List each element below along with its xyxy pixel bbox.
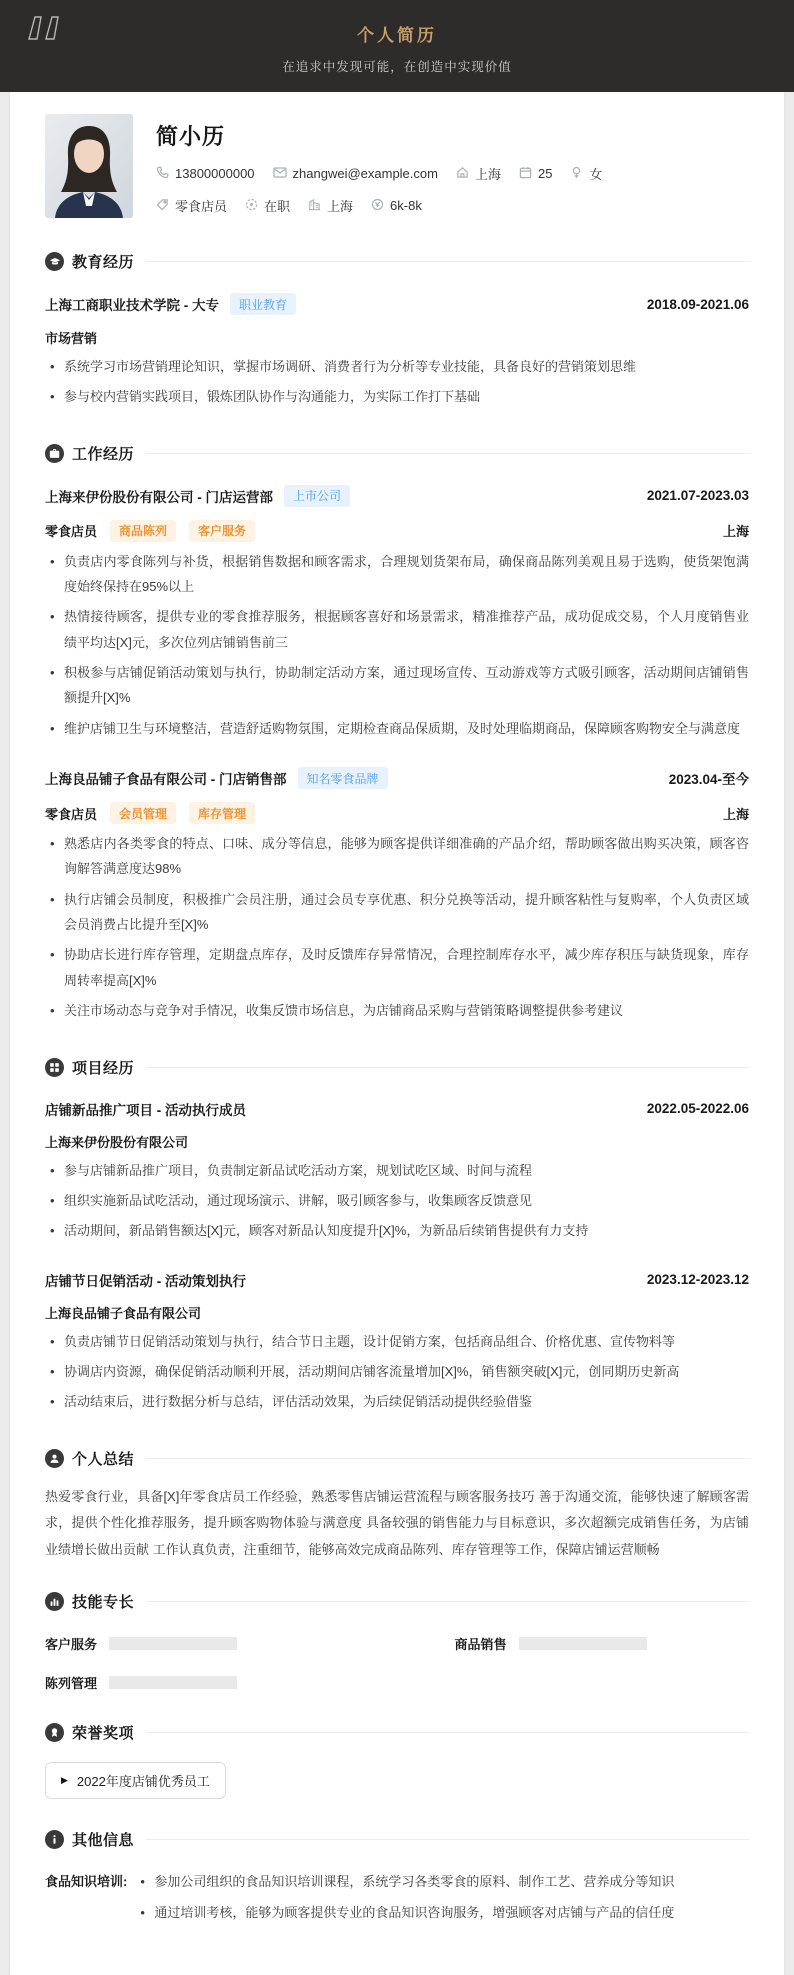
mail-icon <box>273 166 287 182</box>
location-value: 上海 <box>474 167 501 182</box>
section-divider <box>146 1732 749 1733</box>
other-row <box>45 1864 749 1925</box>
work-title: 工作经历 <box>72 445 135 463</box>
project-date: 2022.05-2022.06 <box>646 1101 749 1116</box>
skill-name: 陈列管理 <box>45 1676 98 1692</box>
work-entry-2 <box>45 767 749 1023</box>
bullet-item: • 活动期间，新品销售额达[X]元，顾客对新品认知度提升[X]%，为新品后续销售提供有力支持 <box>45 1218 749 1243</box>
award-icon <box>45 1723 64 1742</box>
bullet-item: • 关注市场动态与竞争对手情况，收集反馈市场信息，为店铺商品采购与营销策略调整提供参考建议 <box>45 998 749 1023</box>
page-title: 个人简历 <box>357 26 437 45</box>
email-item <box>273 166 438 182</box>
project-grid-icon <box>45 1058 64 1077</box>
skills-header <box>45 1591 749 1612</box>
bullet-item: • 参加公司组织的食品知识培训课程，系统学习各类零食的原料、制作工艺、营养成分等知识 <box>135 1869 749 1894</box>
work-bullets <box>45 831 749 1023</box>
work-header <box>45 443 749 464</box>
briefcase-icon <box>45 444 64 463</box>
city-item <box>308 196 353 215</box>
phone-icon <box>156 166 169 182</box>
school-tag: 职业教育 <box>230 293 296 315</box>
skill-tag: 商品陈列 <box>110 520 176 542</box>
bullet-item: • 协助店长进行库存管理，定期盘点库存，及时反馈库存异常情况，合理控制库存水平，减少库存积压与缺货现象，库存周转率提高[X]% <box>45 942 749 993</box>
phone-value: 13800000000 <box>175 166 255 181</box>
work-date: 2021.07-2023.03 <box>646 488 749 504</box>
person-icon <box>45 1449 64 1468</box>
skill-item <box>45 1673 340 1692</box>
work-location: 上海 <box>722 524 749 540</box>
projects-header <box>45 1057 749 1078</box>
work-bullets <box>45 549 749 741</box>
skill-name: 客户服务 <box>45 1637 98 1653</box>
resume-card <box>10 92 784 1975</box>
project-company: 上海良品铺子食品有限公司 <box>45 1305 202 1321</box>
bullet-item: • 参与校内营销实践项目，锻炼团队协作与沟通能力，为实际工作打下基础 <box>45 384 749 409</box>
project-bullets <box>45 1329 749 1415</box>
expand-arrow-icon: ▶ <box>61 1775 68 1786</box>
skill-bar <box>519 1637 647 1650</box>
other-header <box>45 1829 749 1850</box>
candidate-name: 简小历 <box>156 124 226 149</box>
contact-row-2 <box>156 196 613 215</box>
city-value: 上海 <box>327 199 354 214</box>
skill-tag: 库存管理 <box>189 802 255 824</box>
skill-bar <box>109 1637 237 1650</box>
summary-text: 热爱零食行业，具备[X]年零食店员工作经验，熟悉零售店铺运营流程与顾客服务技巧 善于沟通交流，能够快速了解顾客需求，提供个性化推荐服务，提升顾客购物体验与满意度 具备较强的销售能力与目标意识，多次超额完成销售任务，为店铺业绩增长做出贡献 工作认真负责，注重细节，能够高效完成商品陈列、库存管理等工作，保障店铺运营顺畅 <box>45 1488 749 1557</box>
salary-value: 6k-8k <box>390 198 422 213</box>
education-date: 2018.09-2021.06 <box>646 296 749 312</box>
bullet-item: • 组织实施新品试吃活动，通过现场演示、讲解，吸引顾客参与，收集顾客反馈意见 <box>45 1188 749 1213</box>
job-item <box>156 196 227 215</box>
city-icon <box>308 198 321 214</box>
skill-item <box>45 1634 340 1653</box>
bar-chart-icon <box>45 1592 64 1611</box>
skills-grid <box>45 1634 749 1692</box>
school-name: 上海工商职业技术学院 - 大专 <box>45 298 219 313</box>
section-summary <box>45 1448 749 1564</box>
home-icon <box>456 166 469 182</box>
job-icon <box>156 198 169 214</box>
age-item <box>519 166 552 182</box>
projects-title: 项目经历 <box>72 1059 135 1077</box>
honors-title: 荣誉奖项 <box>72 1725 135 1743</box>
role-name: 零食店员 <box>45 806 98 822</box>
project-entry-2 <box>45 1270 749 1415</box>
section-divider <box>146 453 749 454</box>
profile-info <box>156 114 613 218</box>
age-icon <box>519 166 532 182</box>
section-divider <box>146 261 749 262</box>
skill-bar <box>109 1676 237 1689</box>
section-divider <box>146 1458 749 1459</box>
section-skills <box>45 1591 749 1692</box>
section-work <box>45 443 749 1024</box>
bullet-item: • 协调店内资源，确保促销活动顺利开展，活动期间店铺客流量增加[X]%，销售额突破[X]元，创同期历史新高 <box>45 1359 749 1384</box>
skill-tag: 会员管理 <box>110 802 176 824</box>
gender-value: 女 <box>589 167 603 182</box>
salary-item <box>371 198 422 214</box>
project-name: 店铺新品推广项目 - 活动执行成员 <box>45 1102 246 1118</box>
honor-item-button[interactable] <box>45 1762 226 1799</box>
project-name: 店铺节日促销活动 - 活动策划执行 <box>45 1273 246 1289</box>
major-name: 市场营销 <box>45 331 98 346</box>
project-entry-1 <box>45 1099 749 1244</box>
education-header <box>45 251 749 272</box>
project-date: 2023.12-2023.12 <box>646 1272 749 1288</box>
section-other <box>45 1829 749 1925</box>
work-entry-1 <box>45 485 749 741</box>
status-item <box>245 196 290 215</box>
section-projects <box>45 1057 749 1415</box>
job-value: 零食店员 <box>175 199 228 214</box>
bullet-item: • 热情接待顾客，提供专业的零食推荐服务，根据顾客喜好和场景需求，精准推荐产品，成功促成交易，个人月度销售业绩平均达[X]元，多次位列店铺销售前三 <box>45 604 749 655</box>
company-name: 上海良品铺子食品有限公司 - 门店销售部 <box>45 772 287 788</box>
email-value: zhangwei@example.com <box>292 166 438 181</box>
project-bullets <box>45 1158 749 1244</box>
role-name: 零食店员 <box>45 524 98 540</box>
skills-title: 技能专长 <box>72 1594 135 1612</box>
skill-item <box>455 1634 750 1653</box>
company-name: 上海来伊份股份有限公司 - 门店运营部 <box>45 489 273 505</box>
bullet-item: • 活动结束后，进行数据分析与总结，评估活动效果，为后续促销活动提供经验借鉴 <box>45 1389 749 1414</box>
honors-header <box>45 1722 749 1743</box>
status-value: 在职 <box>264 199 291 214</box>
gender-icon <box>570 166 583 182</box>
age-value: 25 <box>537 166 553 181</box>
bullet-item: • 维护店铺卫生与环境整洁，营造舒适购物氛围，定期检查商品保质期，及时处理临期商品，保障顾客购物安全与满意度 <box>45 716 749 741</box>
summary-header <box>45 1448 749 1469</box>
bullet-item: • 积极参与店铺促销活动策划与执行，协助制定活动方案，通过现场宣传、互动游戏等方式吸引顾客，活动期间店铺销售额提升[X]% <box>45 660 749 711</box>
work-location: 上海 <box>722 806 749 822</box>
hero-header <box>0 0 794 92</box>
profile-photo <box>45 114 133 218</box>
summary-title: 个人总结 <box>72 1450 135 1468</box>
skill-name: 商品销售 <box>454 1637 507 1653</box>
bullet-item: • 系统学习市场营销理论知识，掌握市场调研、消费者行为分析等专业技能，具备良好的营销策划思维 <box>45 354 749 379</box>
quote-icon <box>26 13 64 48</box>
gender-item <box>570 164 602 183</box>
section-honors <box>45 1722 749 1799</box>
education-entry <box>45 293 749 410</box>
education-bullets <box>45 354 749 410</box>
location-item <box>456 164 501 183</box>
status-icon <box>245 198 258 214</box>
bullet-item: • 执行店铺会员制度，积极推广会员注册，通过会员专享优惠、积分兑换等活动，提升顾客粘性与复购率，个人负责区域会员消费占比提升至[X]% <box>45 887 749 938</box>
salary-icon <box>371 198 384 214</box>
other-title: 其他信息 <box>72 1832 135 1850</box>
bullet-item: • 负责店铺节日促销活动策划与执行，结合节日主题，设计促销方案，包括商品组合、价格优惠、宣传物料等 <box>45 1329 749 1354</box>
page-subtitle: 在追求中发现可能，在创造中实现价值 <box>282 60 512 74</box>
work-date: 2023.04-至今 <box>668 772 749 788</box>
company-tag: 知名零食品牌 <box>298 767 388 789</box>
bullet-item: • 通过培训考核，能够为顾客提供专业的食品知识咨询服务，增强顾客对店铺与产品的信任度 <box>135 1900 749 1925</box>
profile-section <box>45 114 749 218</box>
company-tag: 上市公司 <box>284 485 350 507</box>
info-icon <box>45 1830 64 1849</box>
section-divider <box>146 1839 749 1840</box>
bullet-item: • 负责店内零食陈列与补货，根据销售数据和顾客需求，合理规划货架布局，确保商品陈列美观且易于选购，使货架饱满度始终保持在95%以上 <box>45 549 749 600</box>
phone-item <box>156 166 255 182</box>
project-company: 上海来伊份股份有限公司 <box>45 1134 189 1150</box>
contact-row-1 <box>156 164 613 183</box>
section-divider <box>146 1601 749 1602</box>
skill-tag: 客户服务 <box>189 520 255 542</box>
bullet-item: • 参与店铺新品推广项目，负责制定新品试吃活动方案，规划试吃区域、时间与流程 <box>45 1158 749 1183</box>
education-title: 教育经历 <box>72 254 135 271</box>
section-education <box>45 251 749 410</box>
section-divider <box>146 1067 749 1068</box>
bullet-item: • 熟悉店内各类零食的特点、口味、成分等信息，能够为顾客提供详细准确的产品介绍，帮助顾客做出购买决策，顾客咨询解答满意度达98% <box>45 831 749 882</box>
honor-label: 2022年度店铺优秀员工 <box>76 1774 210 1790</box>
other-label: 食品知识培训: <box>45 1874 128 1890</box>
other-bullets <box>135 1864 749 1925</box>
graduation-cap-icon <box>45 252 64 271</box>
